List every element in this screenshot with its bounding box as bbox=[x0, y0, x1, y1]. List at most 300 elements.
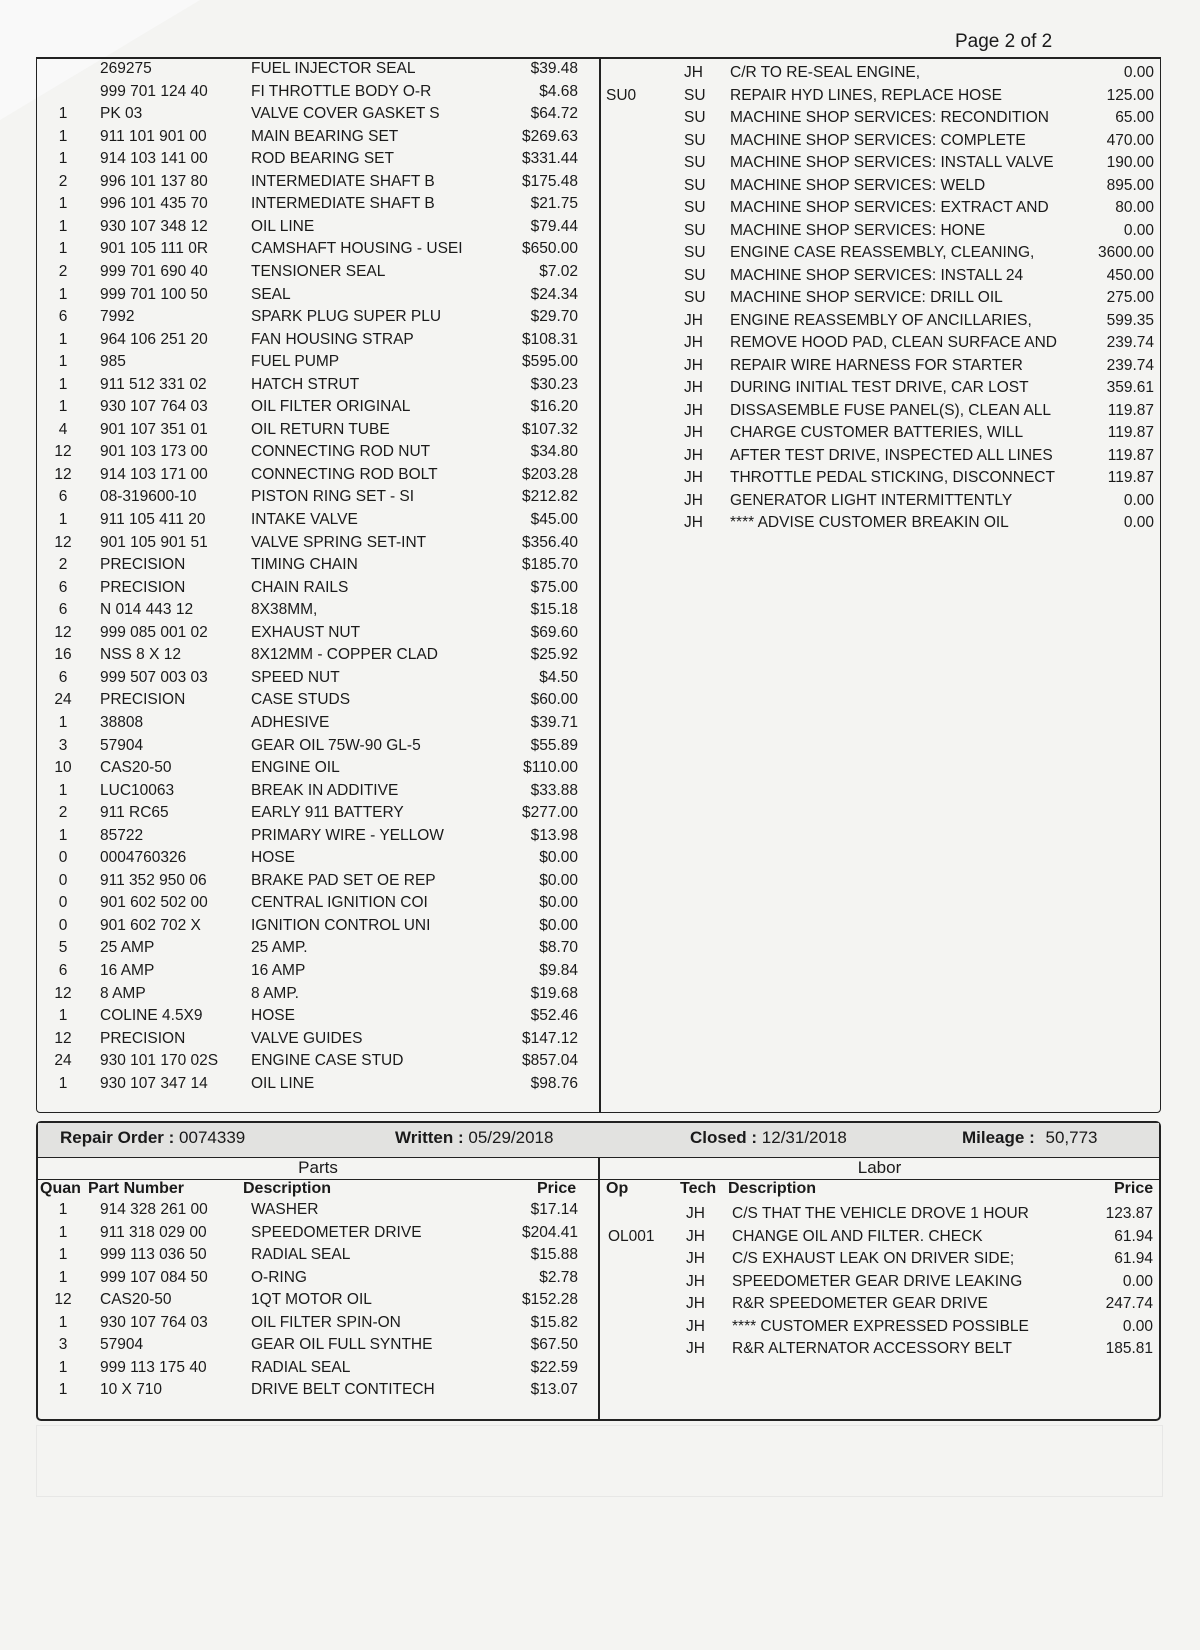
part-number: PRECISION bbox=[100, 691, 186, 709]
labor-row bbox=[606, 1271, 1153, 1293]
part-number: 911 512 331 02 bbox=[100, 375, 207, 393]
part-number: N 014 443 12 bbox=[100, 601, 194, 619]
labor-tech: SU bbox=[684, 266, 706, 284]
labor-tech: JH bbox=[684, 401, 703, 419]
labor-description: MACHINE SHOP SERVICES: COMPLETE bbox=[730, 131, 1026, 149]
part-price: $52.46 bbox=[530, 1007, 578, 1025]
labor-description: GENERATOR LIGHT INTERMITTENTLY bbox=[730, 491, 1013, 509]
part-price: $595.00 bbox=[521, 353, 578, 371]
item-quantity: 1 bbox=[58, 1381, 68, 1398]
part-description: 8 AMP. bbox=[251, 984, 299, 1002]
labor-price: 0.00 bbox=[1123, 64, 1154, 81]
part-price: $147.12 bbox=[521, 1029, 578, 1047]
parts-header-desc: Description bbox=[243, 1180, 332, 1197]
part-price: $277.00 bbox=[521, 804, 578, 822]
labor-tech: JH bbox=[686, 1295, 705, 1312]
labor-row bbox=[604, 85, 1154, 107]
item-quantity: 1 bbox=[58, 1313, 68, 1331]
labor-row bbox=[606, 1316, 1153, 1338]
part-number: PRECISION bbox=[100, 1029, 186, 1047]
item-quantity: 1 bbox=[58, 217, 68, 235]
part-number: PK 03 bbox=[100, 105, 143, 123]
parts-row bbox=[45, 915, 578, 937]
item-quantity: 6 bbox=[58, 962, 68, 979]
part-number: 999 507 003 03 bbox=[100, 668, 208, 686]
part-description: 8X38MM, bbox=[251, 601, 318, 619]
item-quantity: 3 bbox=[58, 736, 68, 754]
labor-row bbox=[604, 332, 1154, 354]
part-number: 964 106 251 20 bbox=[100, 330, 208, 348]
column-divider-lower bbox=[598, 1157, 600, 1419]
parts-row bbox=[45, 554, 578, 576]
part-number: 85722 bbox=[100, 826, 144, 844]
labor-price: 239.74 bbox=[1106, 334, 1154, 351]
parts-row bbox=[45, 1334, 578, 1356]
labor-description: C/S EXHAUST LEAK ON DRIVER SIDE; bbox=[732, 1250, 1015, 1267]
labor-op-code: OL001 bbox=[608, 1227, 655, 1245]
labor-row bbox=[604, 490, 1154, 512]
part-price: $107.32 bbox=[521, 420, 578, 438]
labor-row bbox=[604, 197, 1154, 219]
parts-row bbox=[45, 1050, 578, 1072]
part-number: CAS20-50 bbox=[100, 1291, 172, 1308]
labor-description: CHARGE CUSTOMER BATTERIES, WILL bbox=[730, 424, 1024, 441]
parts-row bbox=[45, 599, 578, 621]
part-price: $2.78 bbox=[539, 1268, 578, 1286]
parts-row bbox=[45, 622, 578, 644]
part-price: $19.68 bbox=[530, 984, 578, 1002]
part-price: $34.80 bbox=[530, 443, 578, 461]
parts-row bbox=[45, 870, 578, 892]
parts-row bbox=[45, 1028, 578, 1050]
labor-description: MACHINE SHOP SERVICES: RECONDITION bbox=[730, 109, 1049, 126]
part-description: CHAIN RAILS bbox=[251, 578, 349, 596]
part-price: $29.70 bbox=[530, 308, 578, 326]
labor-description: SPEEDOMETER GEAR DRIVE LEAKING bbox=[732, 1272, 1023, 1290]
parts-row bbox=[45, 509, 578, 531]
part-price: $30.23 bbox=[530, 375, 578, 393]
parts-row bbox=[45, 238, 578, 260]
parts-row bbox=[45, 825, 578, 847]
part-description: GEAR OIL FULL SYNTHE bbox=[251, 1336, 433, 1353]
part-description: INTAKE VALVE bbox=[251, 511, 358, 528]
part-description: TIMING CHAIN bbox=[251, 556, 358, 574]
part-price: $0.00 bbox=[539, 916, 578, 934]
labor-description: REMOVE HOOD PAD, CLEAN SURFACE AND bbox=[730, 334, 1057, 351]
part-description: BREAK IN ADDITIVE bbox=[251, 781, 399, 799]
labor-row bbox=[604, 62, 1154, 84]
part-description: PISTON RING SET - SI bbox=[251, 488, 415, 506]
labor-price: 119.87 bbox=[1107, 424, 1154, 441]
item-quantity: 24 bbox=[54, 1052, 72, 1070]
item-quantity: 1 bbox=[58, 826, 68, 844]
labor-row bbox=[604, 107, 1154, 129]
part-number: 38808 bbox=[100, 713, 144, 731]
part-description: BRAKE PAD SET OE REP bbox=[251, 871, 436, 889]
labor-tech: SU bbox=[684, 199, 706, 216]
labor-tech: JH bbox=[686, 1250, 705, 1267]
part-description: WASHER bbox=[251, 1201, 319, 1218]
part-number: 999 701 124 40 bbox=[100, 82, 208, 100]
item-quantity: 12 bbox=[54, 465, 72, 483]
labor-price: 3600.00 bbox=[1097, 244, 1154, 261]
labor-price: 895.00 bbox=[1106, 176, 1154, 194]
parts-row bbox=[45, 329, 578, 351]
labor-header-tech: Tech bbox=[680, 1180, 717, 1197]
labor-header-op: Op bbox=[606, 1180, 629, 1197]
part-description: FUEL PUMP bbox=[251, 353, 340, 371]
part-price: $152.28 bbox=[521, 1291, 578, 1308]
part-price: $15.82 bbox=[530, 1313, 578, 1331]
parts-row bbox=[45, 374, 578, 396]
item-quantity: 0 bbox=[58, 871, 68, 889]
part-price: $16.20 bbox=[530, 398, 578, 416]
labor-row bbox=[604, 242, 1154, 264]
parts-row bbox=[45, 1357, 578, 1379]
part-number: 901 107 351 01 bbox=[100, 420, 208, 438]
parts-row bbox=[45, 577, 578, 599]
labor-tech: JH bbox=[684, 446, 703, 464]
labor-description: ENGINE REASSEMBLY OF ANCILLARIES, bbox=[730, 311, 1032, 329]
labor-tech: SU bbox=[684, 109, 706, 126]
item-quantity: 16 bbox=[54, 646, 72, 664]
item-quantity: 12 bbox=[54, 984, 72, 1002]
labor-tech: SU bbox=[684, 221, 706, 239]
labor-row bbox=[604, 287, 1154, 309]
labor-tech: JH bbox=[684, 491, 703, 509]
labor-row bbox=[604, 310, 1154, 332]
part-description: HOSE bbox=[251, 849, 295, 867]
labor-section-title: Labor bbox=[600, 1157, 1159, 1180]
labor-description: DISSASEMBLE FUSE PANEL(S), CLEAN ALL bbox=[730, 401, 1052, 419]
part-number: 930 107 764 03 bbox=[100, 398, 208, 416]
labor-price: 239.74 bbox=[1106, 356, 1154, 374]
part-price: $185.70 bbox=[521, 556, 578, 574]
parts-row bbox=[45, 532, 578, 554]
labor-price: 359.61 bbox=[1106, 379, 1154, 396]
part-number: 0004760326 bbox=[100, 849, 187, 867]
item-quantity: 1 bbox=[58, 127, 68, 145]
item-quantity: 6 bbox=[58, 488, 68, 506]
repair-order-number: Repair Order : 0074339 bbox=[60, 1128, 246, 1147]
labor-tech: JH bbox=[686, 1227, 705, 1245]
labor-price: 0.00 bbox=[1123, 514, 1154, 531]
part-price: $67.50 bbox=[530, 1336, 578, 1353]
parts-row bbox=[45, 667, 578, 689]
item-quantity: 1 bbox=[58, 1246, 68, 1263]
parts-row bbox=[45, 802, 578, 824]
part-price: $8.70 bbox=[539, 939, 578, 957]
part-price: $15.18 bbox=[530, 601, 578, 619]
part-number: 8 AMP bbox=[100, 984, 146, 1002]
part-description: CAMSHAFT HOUSING - USEI bbox=[251, 240, 463, 258]
item-quantity: 2 bbox=[58, 556, 68, 574]
labor-tech: SU bbox=[684, 86, 706, 104]
part-number: CAS20-50 bbox=[100, 759, 172, 777]
labor-price: 275.00 bbox=[1106, 289, 1154, 306]
labor-header-price: Price bbox=[1114, 1180, 1154, 1197]
part-price: $17.14 bbox=[530, 1201, 578, 1218]
part-price: $203.28 bbox=[521, 465, 578, 483]
labor-row bbox=[606, 1203, 1153, 1225]
column-divider bbox=[599, 57, 601, 1113]
part-price: $39.71 bbox=[530, 713, 578, 731]
labor-tech: SU bbox=[684, 176, 706, 194]
labor-op-code: SU0 bbox=[606, 86, 637, 104]
part-description: CENTRAL IGNITION COI bbox=[251, 894, 428, 912]
part-price: $175.48 bbox=[521, 172, 578, 190]
parts-row bbox=[45, 148, 578, 170]
part-price: $24.34 bbox=[530, 285, 578, 303]
part-description: VALVE GUIDES bbox=[251, 1029, 363, 1047]
part-number: 999 701 690 40 bbox=[100, 262, 208, 280]
parts-row bbox=[45, 216, 578, 238]
labor-tech: JH bbox=[686, 1340, 705, 1357]
labor-row bbox=[606, 1338, 1153, 1360]
part-number: 999 113 175 40 bbox=[100, 1358, 207, 1376]
part-description: CASE STUDS bbox=[251, 691, 351, 709]
labor-description: REPAIR WIRE HARNESS FOR STARTER bbox=[730, 356, 1023, 374]
parts-header-part: Part Number bbox=[88, 1180, 185, 1197]
part-price: $0.00 bbox=[539, 894, 578, 912]
labor-description: AFTER TEST DRIVE, INSPECTED ALL LINES bbox=[730, 446, 1053, 464]
part-price: $9.84 bbox=[539, 962, 578, 979]
part-description: DRIVE BELT CONTITECH bbox=[251, 1381, 435, 1398]
part-description: IGNITION CONTROL UNI bbox=[251, 916, 431, 934]
labor-price: 190.00 bbox=[1106, 154, 1154, 171]
closed-date: Closed : 12/31/2018 bbox=[690, 1128, 847, 1147]
part-description: EXHAUST NUT bbox=[251, 623, 361, 641]
item-quantity: 1 bbox=[58, 1358, 68, 1376]
labor-description: MACHINE SHOP SERVICES: EXTRACT AND bbox=[730, 199, 1049, 216]
item-quantity: 1 bbox=[58, 285, 68, 303]
parts-row bbox=[45, 1199, 578, 1221]
labor-price: 599.35 bbox=[1106, 311, 1154, 329]
part-number: 901 105 111 0R bbox=[100, 240, 209, 258]
part-price: $13.98 bbox=[530, 826, 578, 844]
parts-row bbox=[45, 735, 578, 757]
part-number: 911 318 029 00 bbox=[100, 1223, 207, 1241]
part-description: INTERMEDIATE SHAFT B bbox=[251, 172, 435, 190]
part-price: $13.07 bbox=[530, 1381, 578, 1398]
parts-row bbox=[45, 351, 578, 373]
part-description: FI THROTTLE BODY O-R bbox=[251, 82, 432, 100]
part-number: LUC10063 bbox=[100, 781, 175, 799]
item-quantity: 5 bbox=[58, 939, 68, 957]
labor-tech: JH bbox=[686, 1205, 705, 1222]
labor-row bbox=[606, 1293, 1153, 1315]
part-price: $21.75 bbox=[530, 195, 578, 213]
item-quantity: 1 bbox=[58, 1007, 68, 1025]
part-price: $110.00 bbox=[523, 759, 578, 777]
item-quantity: 1 bbox=[58, 1201, 68, 1218]
labor-row bbox=[604, 220, 1154, 242]
labor-tech: JH bbox=[684, 424, 703, 441]
part-price: $79.44 bbox=[530, 217, 578, 235]
part-price: $69.60 bbox=[530, 623, 578, 641]
labor-price: 0.00 bbox=[1123, 491, 1154, 509]
part-description: FAN HOUSING STRAP bbox=[251, 330, 414, 348]
labor-row bbox=[606, 1248, 1153, 1270]
part-number: 999 085 001 02 bbox=[100, 623, 208, 641]
labor-price: 247.74 bbox=[1105, 1295, 1153, 1312]
labor-row bbox=[604, 400, 1154, 422]
labor-row bbox=[606, 1226, 1153, 1248]
item-quantity: 12 bbox=[54, 443, 72, 461]
item-quantity: 3 bbox=[58, 1336, 68, 1353]
parts-row bbox=[45, 1267, 578, 1289]
labor-tech: SU bbox=[684, 289, 706, 306]
parts-row bbox=[45, 58, 578, 80]
part-number: 08-319600-10 bbox=[100, 488, 197, 506]
part-price: $45.00 bbox=[530, 511, 578, 528]
item-quantity: 1 bbox=[58, 1223, 68, 1241]
item-quantity: 0 bbox=[58, 849, 68, 867]
item-quantity: 1 bbox=[58, 398, 68, 416]
part-number: 911 101 901 00 bbox=[100, 127, 207, 145]
item-quantity: 1 bbox=[58, 511, 68, 528]
part-price: $25.92 bbox=[530, 646, 578, 664]
parts-row bbox=[45, 689, 578, 711]
item-quantity: 24 bbox=[54, 691, 72, 709]
part-description: RADIAL SEAL bbox=[251, 1358, 351, 1376]
labor-price: 65.00 bbox=[1115, 109, 1154, 126]
part-number: 901 602 702 X bbox=[100, 916, 201, 934]
part-description: CONNECTING ROD BOLT bbox=[251, 465, 438, 483]
labor-description: **** CUSTOMER EXPRESSED POSSIBLE bbox=[732, 1317, 1029, 1335]
scan-shadow bbox=[36, 1425, 1163, 1497]
labor-price: 61.94 bbox=[1114, 1227, 1153, 1245]
part-price: $39.48 bbox=[530, 60, 578, 77]
labor-description: ENGINE CASE REASSEMBLY, CLEANING, bbox=[730, 244, 1035, 261]
part-price: $857.04 bbox=[521, 1052, 578, 1070]
part-price: $356.40 bbox=[521, 533, 578, 551]
item-quantity: 4 bbox=[58, 420, 68, 438]
part-description: O-RING bbox=[251, 1268, 307, 1286]
part-description: GEAR OIL 75W-90 GL-5 bbox=[251, 736, 421, 754]
item-quantity: 1 bbox=[58, 330, 68, 348]
part-number: 57904 bbox=[100, 1336, 144, 1353]
part-price: $33.88 bbox=[530, 781, 578, 799]
part-number: 901 103 173 00 bbox=[100, 443, 208, 461]
part-description: 25 AMP. bbox=[251, 939, 308, 957]
part-number: 911 105 411 20 bbox=[100, 511, 206, 528]
item-quantity: 2 bbox=[58, 262, 68, 280]
part-number: 996 101 435 70 bbox=[100, 195, 208, 213]
labor-row bbox=[604, 422, 1154, 444]
item-quantity: 12 bbox=[54, 623, 72, 641]
parts-row bbox=[45, 103, 578, 125]
part-number: 930 101 170 02S bbox=[100, 1052, 219, 1070]
parts-row bbox=[45, 937, 578, 959]
part-number: 930 107 764 03 bbox=[100, 1313, 208, 1331]
labor-tech: JH bbox=[684, 334, 703, 351]
part-description: MAIN BEARING SET bbox=[251, 127, 399, 145]
labor-description: MACHINE SHOP SERVICES: INSTALL VALVE bbox=[730, 154, 1054, 171]
item-quantity: 6 bbox=[58, 601, 68, 619]
part-description: OIL LINE bbox=[251, 1074, 315, 1092]
parts-row bbox=[45, 1073, 578, 1095]
part-number: 999 113 036 50 bbox=[100, 1246, 207, 1263]
part-description: PRIMARY WIRE - YELLOW bbox=[251, 826, 444, 844]
labor-description: MACHINE SHOP SERVICE: DRILL OIL bbox=[730, 289, 1003, 306]
labor-tech: SU bbox=[684, 131, 706, 149]
part-number: 25 AMP bbox=[100, 939, 155, 957]
labor-tech: SU bbox=[684, 154, 706, 171]
part-number: COLINE 4.5X9 bbox=[100, 1007, 203, 1025]
parts-row bbox=[45, 712, 578, 734]
parts-row bbox=[45, 892, 578, 914]
part-number: 914 328 261 00 bbox=[100, 1201, 208, 1218]
part-description: OIL FILTER ORIGINAL bbox=[251, 398, 411, 416]
part-description: CONNECTING ROD NUT bbox=[251, 443, 431, 461]
parts-row bbox=[45, 780, 578, 802]
item-quantity: 1 bbox=[58, 195, 68, 213]
item-quantity: 6 bbox=[58, 668, 68, 686]
parts-row bbox=[45, 441, 578, 463]
labor-price: 0.00 bbox=[1122, 1317, 1153, 1335]
part-description: SPEED NUT bbox=[251, 668, 340, 686]
part-description: 1QT MOTOR OIL bbox=[251, 1291, 372, 1308]
labor-price: 119.87 bbox=[1107, 469, 1154, 486]
part-number: 911 352 950 06 bbox=[100, 871, 207, 889]
item-quantity: 2 bbox=[58, 804, 68, 822]
part-description: RADIAL SEAL bbox=[251, 1246, 351, 1263]
part-price: $0.00 bbox=[539, 871, 578, 889]
labor-tech: JH bbox=[684, 379, 703, 396]
item-quantity: 1 bbox=[58, 375, 68, 393]
part-number: 996 101 137 80 bbox=[100, 172, 208, 190]
mileage: Mileage : 50,773 bbox=[962, 1128, 1098, 1147]
item-quantity: 1 bbox=[58, 150, 68, 168]
labor-price: 80.00 bbox=[1115, 199, 1154, 216]
labor-tech: JH bbox=[684, 356, 703, 374]
parts-row bbox=[45, 396, 578, 418]
item-quantity: 12 bbox=[54, 533, 72, 551]
part-description: ADHESIVE bbox=[251, 713, 330, 731]
labor-row bbox=[604, 265, 1154, 287]
item-quantity: 1 bbox=[58, 1268, 68, 1286]
part-description: VALVE SPRING SET-INT bbox=[251, 533, 427, 551]
parts-row bbox=[45, 847, 578, 869]
labor-price: 0.00 bbox=[1123, 221, 1154, 239]
labor-description: R&R SPEEDOMETER GEAR DRIVE bbox=[732, 1295, 988, 1312]
part-description: ENGINE CASE STUD bbox=[251, 1052, 404, 1070]
parts-row bbox=[45, 193, 578, 215]
part-price: $212.82 bbox=[521, 488, 578, 506]
item-quantity: 0 bbox=[58, 894, 68, 912]
labor-description: C/R TO RE-SEAL ENGINE, bbox=[730, 64, 921, 81]
part-price: $108.31 bbox=[521, 330, 578, 348]
part-number: 901 602 502 00 bbox=[100, 894, 208, 912]
labor-row bbox=[604, 512, 1154, 534]
part-description: TENSIONER SEAL bbox=[251, 262, 386, 280]
labor-row bbox=[604, 445, 1154, 467]
part-number: 930 107 347 14 bbox=[100, 1074, 208, 1092]
part-description: HOSE bbox=[251, 1007, 295, 1025]
part-price: $7.02 bbox=[539, 262, 578, 280]
part-number: PRECISION bbox=[100, 556, 186, 574]
part-price: $55.89 bbox=[530, 736, 578, 754]
parts-row bbox=[45, 1379, 578, 1401]
labor-row bbox=[604, 175, 1154, 197]
labor-description: CHANGE OIL AND FILTER. CHECK bbox=[732, 1227, 983, 1245]
parts-row bbox=[45, 171, 578, 193]
parts-row bbox=[45, 1005, 578, 1027]
labor-row bbox=[604, 130, 1154, 152]
parts-row bbox=[45, 306, 578, 328]
labor-price: 61.94 bbox=[1114, 1250, 1153, 1267]
